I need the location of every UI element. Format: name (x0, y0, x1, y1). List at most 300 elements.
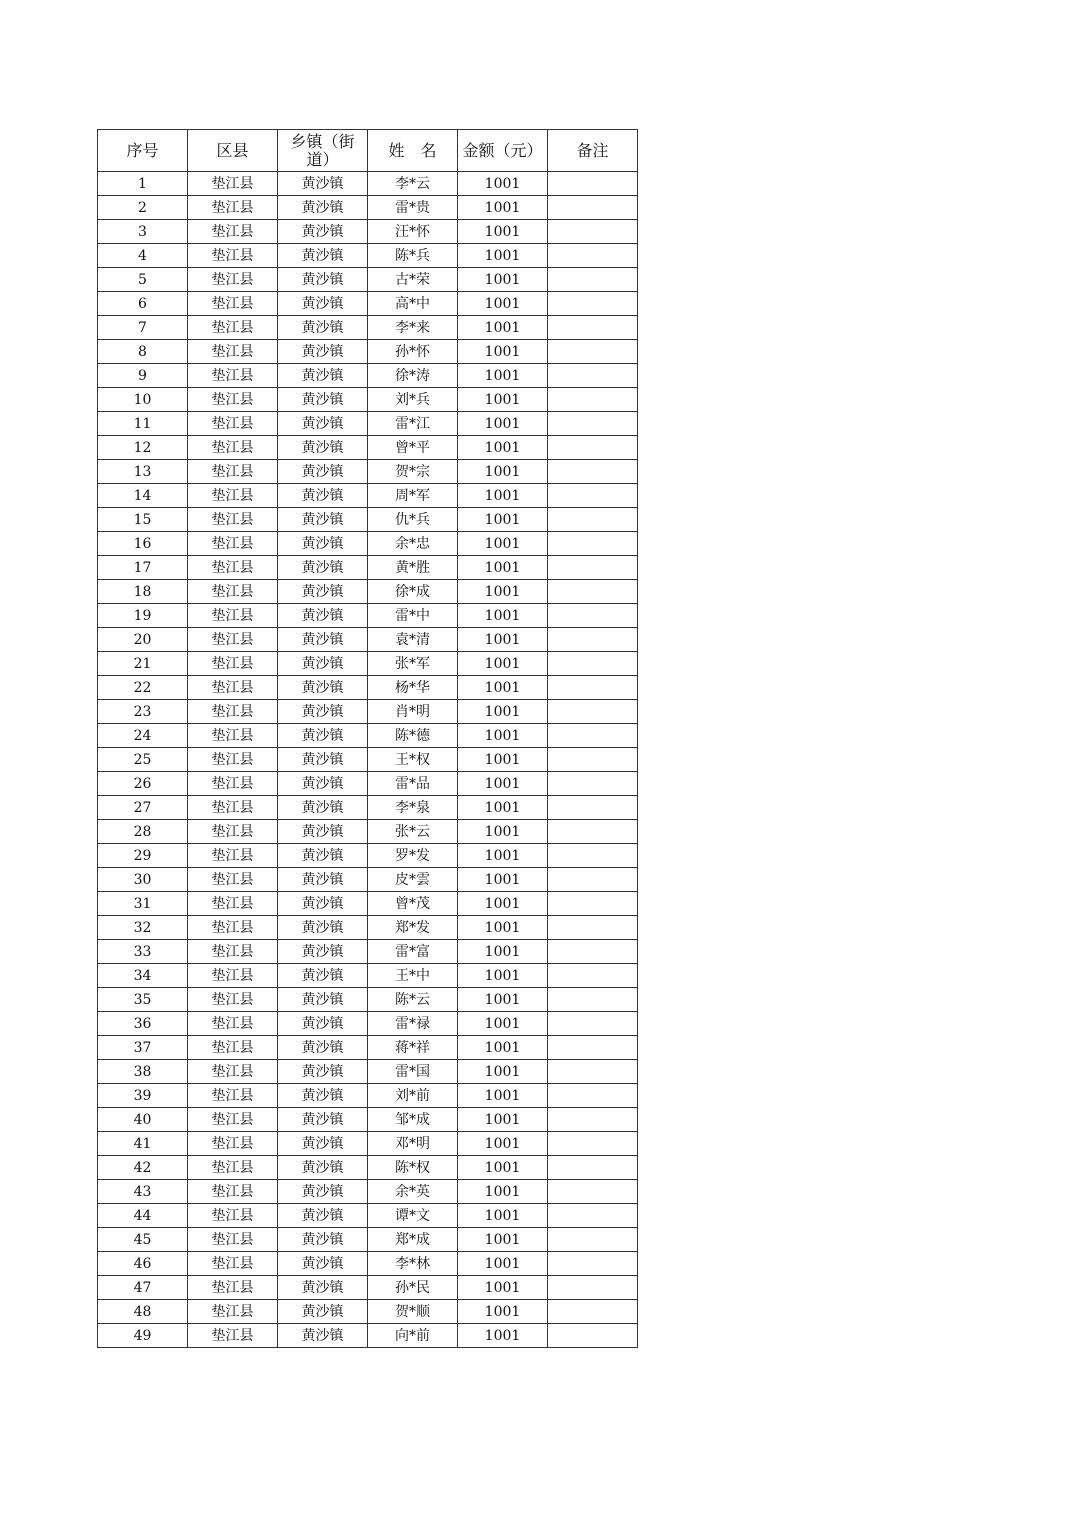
cell-serial-number: 31 (98, 892, 188, 916)
cell-remarks (548, 988, 638, 1012)
cell-township: 黄沙镇 (278, 964, 368, 988)
cell-township: 黄沙镇 (278, 268, 368, 292)
cell-county: 垫江县 (188, 724, 278, 748)
cell-remarks (548, 1060, 638, 1084)
cell-name: 谭*文 (368, 1204, 458, 1228)
cell-serial-number: 42 (98, 1156, 188, 1180)
table-row (98, 844, 638, 868)
cell-amount: 1001 (458, 676, 548, 700)
cell-county: 垫江县 (188, 244, 278, 268)
table-row (98, 292, 638, 316)
cell-county: 垫江县 (188, 868, 278, 892)
cell-remarks (548, 1036, 638, 1060)
cell-remarks (548, 340, 638, 364)
cell-name: 肖*明 (368, 700, 458, 724)
cell-township: 黄沙镇 (278, 436, 368, 460)
cell-county: 垫江县 (188, 436, 278, 460)
cell-name: 皮*雲 (368, 868, 458, 892)
cell-county: 垫江县 (188, 628, 278, 652)
cell-county: 垫江县 (188, 1180, 278, 1204)
cell-township: 黄沙镇 (278, 556, 368, 580)
cell-name: 余*忠 (368, 532, 458, 556)
cell-name: 曾*平 (368, 436, 458, 460)
cell-township: 黄沙镇 (278, 772, 368, 796)
table-row (98, 796, 638, 820)
cell-amount: 1001 (458, 292, 548, 316)
cell-amount: 1001 (458, 868, 548, 892)
table-row (98, 412, 638, 436)
cell-township: 黄沙镇 (278, 1180, 368, 1204)
cell-remarks (548, 1228, 638, 1252)
cell-name: 李*泉 (368, 796, 458, 820)
cell-remarks (548, 1300, 638, 1324)
cell-serial-number: 18 (98, 580, 188, 604)
table-row (98, 1036, 638, 1060)
cell-county: 垫江县 (188, 700, 278, 724)
cell-township: 黄沙镇 (278, 508, 368, 532)
cell-county: 垫江县 (188, 1012, 278, 1036)
cell-amount: 1001 (458, 1324, 548, 1348)
cell-name: 袁*清 (368, 628, 458, 652)
cell-remarks (548, 652, 638, 676)
cell-name: 李*林 (368, 1252, 458, 1276)
cell-name: 刘*兵 (368, 388, 458, 412)
cell-remarks (548, 1132, 638, 1156)
cell-name: 雷*江 (368, 412, 458, 436)
cell-remarks (548, 1084, 638, 1108)
cell-serial-number: 19 (98, 604, 188, 628)
cell-township: 黄沙镇 (278, 340, 368, 364)
cell-remarks (548, 364, 638, 388)
cell-remarks (548, 796, 638, 820)
cell-serial-number: 6 (98, 292, 188, 316)
recipient-table (97, 129, 638, 1348)
cell-county: 垫江县 (188, 844, 278, 868)
cell-serial-number: 15 (98, 508, 188, 532)
cell-serial-number: 23 (98, 700, 188, 724)
table-row (98, 748, 638, 772)
cell-county: 垫江县 (188, 1276, 278, 1300)
cell-name: 雷*中 (368, 604, 458, 628)
table-row (98, 172, 638, 196)
cell-name: 王*权 (368, 748, 458, 772)
cell-county: 垫江县 (188, 916, 278, 940)
cell-township: 黄沙镇 (278, 244, 368, 268)
cell-township: 黄沙镇 (278, 1300, 368, 1324)
cell-name: 张*军 (368, 652, 458, 676)
cell-serial-number: 33 (98, 940, 188, 964)
cell-remarks (548, 1108, 638, 1132)
cell-serial-number: 21 (98, 652, 188, 676)
cell-county: 垫江县 (188, 412, 278, 436)
cell-remarks (548, 412, 638, 436)
cell-county: 垫江县 (188, 508, 278, 532)
cell-name: 郑*发 (368, 916, 458, 940)
cell-amount: 1001 (458, 1300, 548, 1324)
cell-township: 黄沙镇 (278, 220, 368, 244)
cell-amount: 1001 (458, 820, 548, 844)
cell-county: 垫江县 (188, 268, 278, 292)
cell-amount: 1001 (458, 1276, 548, 1300)
cell-name: 李*来 (368, 316, 458, 340)
table-row (98, 244, 638, 268)
cell-remarks (548, 820, 638, 844)
cell-remarks (548, 244, 638, 268)
cell-remarks (548, 772, 638, 796)
cell-township: 黄沙镇 (278, 1036, 368, 1060)
cell-township: 黄沙镇 (278, 292, 368, 316)
cell-remarks (548, 316, 638, 340)
cell-county: 垫江县 (188, 964, 278, 988)
table-body (98, 172, 638, 1348)
cell-serial-number: 13 (98, 460, 188, 484)
header-row (98, 130, 638, 172)
cell-amount: 1001 (458, 844, 548, 868)
cell-amount: 1001 (458, 1084, 548, 1108)
cell-remarks (548, 724, 638, 748)
cell-township: 黄沙镇 (278, 820, 368, 844)
table-row (98, 604, 638, 628)
cell-amount: 1001 (458, 1108, 548, 1132)
cell-amount: 1001 (458, 268, 548, 292)
table-row (98, 1012, 638, 1036)
cell-remarks (548, 220, 638, 244)
cell-county: 垫江县 (188, 748, 278, 772)
cell-township: 黄沙镇 (278, 748, 368, 772)
cell-township: 黄沙镇 (278, 1132, 368, 1156)
cell-serial-number: 28 (98, 820, 188, 844)
cell-county: 垫江县 (188, 676, 278, 700)
table-row (98, 724, 638, 748)
cell-amount: 1001 (458, 1012, 548, 1036)
cell-name: 王*中 (368, 964, 458, 988)
cell-township: 黄沙镇 (278, 892, 368, 916)
cell-name: 雷*禄 (368, 1012, 458, 1036)
cell-serial-number: 45 (98, 1228, 188, 1252)
cell-township: 黄沙镇 (278, 1204, 368, 1228)
cell-serial-number: 9 (98, 364, 188, 388)
cell-amount: 1001 (458, 580, 548, 604)
header-amount: 金额（元） (458, 130, 548, 172)
cell-county: 垫江县 (188, 292, 278, 316)
cell-serial-number: 5 (98, 268, 188, 292)
cell-serial-number: 38 (98, 1060, 188, 1084)
cell-county: 垫江县 (188, 460, 278, 484)
cell-serial-number: 26 (98, 772, 188, 796)
cell-county: 垫江县 (188, 1228, 278, 1252)
cell-county: 垫江县 (188, 388, 278, 412)
cell-county: 垫江县 (188, 940, 278, 964)
cell-name: 曾*茂 (368, 892, 458, 916)
cell-remarks (548, 940, 638, 964)
table-row (98, 652, 638, 676)
cell-serial-number: 49 (98, 1324, 188, 1348)
cell-amount: 1001 (458, 364, 548, 388)
cell-amount: 1001 (458, 964, 548, 988)
cell-remarks (548, 580, 638, 604)
cell-county: 垫江县 (188, 1108, 278, 1132)
cell-serial-number: 14 (98, 484, 188, 508)
cell-name: 陈*德 (368, 724, 458, 748)
cell-serial-number: 1 (98, 172, 188, 196)
cell-name: 罗*发 (368, 844, 458, 868)
cell-amount: 1001 (458, 724, 548, 748)
cell-serial-number: 47 (98, 1276, 188, 1300)
cell-name: 高*中 (368, 292, 458, 316)
table-row (98, 628, 638, 652)
table-row (98, 556, 638, 580)
cell-county: 垫江县 (188, 1324, 278, 1348)
table-row (98, 436, 638, 460)
cell-remarks (548, 1204, 638, 1228)
cell-remarks (548, 868, 638, 892)
cell-amount: 1001 (458, 1204, 548, 1228)
cell-remarks (548, 484, 638, 508)
cell-county: 垫江县 (188, 580, 278, 604)
cell-amount: 1001 (458, 604, 548, 628)
cell-amount: 1001 (458, 556, 548, 580)
cell-amount: 1001 (458, 532, 548, 556)
cell-county: 垫江县 (188, 988, 278, 1012)
cell-remarks (548, 172, 638, 196)
cell-name: 雷*国 (368, 1060, 458, 1084)
cell-name: 雷*贵 (368, 196, 458, 220)
cell-county: 垫江县 (188, 652, 278, 676)
table-row (98, 1084, 638, 1108)
table-row (98, 220, 638, 244)
cell-amount: 1001 (458, 436, 548, 460)
cell-township: 黄沙镇 (278, 1228, 368, 1252)
cell-serial-number: 8 (98, 340, 188, 364)
cell-name: 陈*云 (368, 988, 458, 1012)
cell-amount: 1001 (458, 340, 548, 364)
cell-serial-number: 10 (98, 388, 188, 412)
table-row (98, 196, 638, 220)
cell-name: 仇*兵 (368, 508, 458, 532)
cell-remarks (548, 436, 638, 460)
cell-township: 黄沙镇 (278, 676, 368, 700)
cell-township: 黄沙镇 (278, 196, 368, 220)
cell-county: 垫江县 (188, 820, 278, 844)
cell-serial-number: 44 (98, 1204, 188, 1228)
cell-amount: 1001 (458, 1060, 548, 1084)
cell-name: 徐*成 (368, 580, 458, 604)
cell-amount: 1001 (458, 748, 548, 772)
cell-county: 垫江县 (188, 316, 278, 340)
table-row (98, 964, 638, 988)
cell-serial-number: 35 (98, 988, 188, 1012)
cell-county: 垫江县 (188, 1036, 278, 1060)
cell-amount: 1001 (458, 700, 548, 724)
cell-township: 黄沙镇 (278, 796, 368, 820)
cell-county: 垫江县 (188, 1156, 278, 1180)
cell-name: 向*前 (368, 1324, 458, 1348)
table-row (98, 340, 638, 364)
cell-township: 黄沙镇 (278, 1060, 368, 1084)
cell-township: 黄沙镇 (278, 412, 368, 436)
cell-remarks (548, 1180, 638, 1204)
table-row (98, 1276, 638, 1300)
cell-county: 垫江县 (188, 364, 278, 388)
cell-remarks (548, 196, 638, 220)
cell-county: 垫江县 (188, 1204, 278, 1228)
cell-county: 垫江县 (188, 1132, 278, 1156)
cell-township: 黄沙镇 (278, 1084, 368, 1108)
table-row (98, 1252, 638, 1276)
cell-county: 垫江县 (188, 532, 278, 556)
cell-serial-number: 34 (98, 964, 188, 988)
cell-name: 孙*怀 (368, 340, 458, 364)
cell-name: 邹*成 (368, 1108, 458, 1132)
table-row (98, 1156, 638, 1180)
cell-county: 垫江县 (188, 1300, 278, 1324)
cell-serial-number: 39 (98, 1084, 188, 1108)
cell-township: 黄沙镇 (278, 940, 368, 964)
cell-name: 郑*成 (368, 1228, 458, 1252)
cell-amount: 1001 (458, 1252, 548, 1276)
cell-name: 陈*权 (368, 1156, 458, 1180)
cell-amount: 1001 (458, 1156, 548, 1180)
cell-township: 黄沙镇 (278, 1276, 368, 1300)
cell-name: 周*军 (368, 484, 458, 508)
table-row (98, 916, 638, 940)
header-county: 区县 (188, 130, 278, 172)
table-row (98, 1324, 638, 1348)
cell-name: 贺*顺 (368, 1300, 458, 1324)
cell-remarks (548, 844, 638, 868)
cell-name: 汪*怀 (368, 220, 458, 244)
cell-serial-number: 40 (98, 1108, 188, 1132)
cell-township: 黄沙镇 (278, 172, 368, 196)
cell-amount: 1001 (458, 1036, 548, 1060)
cell-name: 杨*华 (368, 676, 458, 700)
cell-remarks (548, 556, 638, 580)
cell-remarks (548, 892, 638, 916)
cell-remarks (548, 388, 638, 412)
cell-serial-number: 12 (98, 436, 188, 460)
cell-serial-number: 24 (98, 724, 188, 748)
cell-name: 陈*兵 (368, 244, 458, 268)
cell-township: 黄沙镇 (278, 916, 368, 940)
table-row (98, 1180, 638, 1204)
cell-serial-number: 41 (98, 1132, 188, 1156)
cell-township: 黄沙镇 (278, 724, 368, 748)
cell-remarks (548, 292, 638, 316)
cell-amount: 1001 (458, 196, 548, 220)
cell-name: 古*荣 (368, 268, 458, 292)
table-row (98, 484, 638, 508)
cell-amount: 1001 (458, 1132, 548, 1156)
cell-township: 黄沙镇 (278, 1108, 368, 1132)
cell-amount: 1001 (458, 508, 548, 532)
header-remarks: 备注 (548, 130, 638, 172)
header-serial-number: 序号 (98, 130, 188, 172)
cell-township: 黄沙镇 (278, 628, 368, 652)
cell-name: 雷*品 (368, 772, 458, 796)
cell-amount: 1001 (458, 244, 548, 268)
cell-township: 黄沙镇 (278, 364, 368, 388)
cell-name: 张*云 (368, 820, 458, 844)
cell-remarks (548, 916, 638, 940)
cell-township: 黄沙镇 (278, 1324, 368, 1348)
cell-county: 垫江县 (188, 556, 278, 580)
table-row (98, 1228, 638, 1252)
cell-name: 孙*民 (368, 1276, 458, 1300)
cell-amount: 1001 (458, 1228, 548, 1252)
table-row (98, 700, 638, 724)
cell-remarks (548, 628, 638, 652)
cell-amount: 1001 (458, 916, 548, 940)
table-row (98, 940, 638, 964)
cell-serial-number: 4 (98, 244, 188, 268)
cell-county: 垫江县 (188, 796, 278, 820)
cell-township: 黄沙镇 (278, 316, 368, 340)
cell-township: 黄沙镇 (278, 460, 368, 484)
cell-township: 黄沙镇 (278, 484, 368, 508)
cell-serial-number: 37 (98, 1036, 188, 1060)
cell-remarks (548, 1324, 638, 1348)
cell-remarks (548, 604, 638, 628)
cell-remarks (548, 1156, 638, 1180)
cell-serial-number: 17 (98, 556, 188, 580)
cell-serial-number: 20 (98, 628, 188, 652)
cell-name: 余*英 (368, 1180, 458, 1204)
cell-township: 黄沙镇 (278, 1012, 368, 1036)
cell-remarks (548, 748, 638, 772)
cell-amount: 1001 (458, 388, 548, 412)
cell-name: 蒋*祥 (368, 1036, 458, 1060)
cell-township: 黄沙镇 (278, 1156, 368, 1180)
cell-serial-number: 48 (98, 1300, 188, 1324)
cell-township: 黄沙镇 (278, 868, 368, 892)
cell-township: 黄沙镇 (278, 988, 368, 1012)
cell-remarks (548, 268, 638, 292)
cell-remarks (548, 1276, 638, 1300)
cell-remarks (548, 460, 638, 484)
cell-amount: 1001 (458, 412, 548, 436)
cell-name: 黄*胜 (368, 556, 458, 580)
table-row (98, 1108, 638, 1132)
cell-amount: 1001 (458, 772, 548, 796)
table-row (98, 988, 638, 1012)
cell-county: 垫江县 (188, 1060, 278, 1084)
cell-amount: 1001 (458, 172, 548, 196)
table-row (98, 364, 638, 388)
table-row (98, 460, 638, 484)
cell-county: 垫江县 (188, 172, 278, 196)
cell-amount: 1001 (458, 940, 548, 964)
cell-county: 垫江县 (188, 484, 278, 508)
cell-amount: 1001 (458, 484, 548, 508)
cell-township: 黄沙镇 (278, 652, 368, 676)
cell-county: 垫江县 (188, 892, 278, 916)
cell-remarks (548, 532, 638, 556)
table-row (98, 1060, 638, 1084)
cell-serial-number: 22 (98, 676, 188, 700)
header-township: 乡镇（街道） (278, 130, 368, 172)
cell-serial-number: 36 (98, 1012, 188, 1036)
cell-county: 垫江县 (188, 1084, 278, 1108)
table-row (98, 316, 638, 340)
cell-amount: 1001 (458, 796, 548, 820)
cell-remarks (548, 1252, 638, 1276)
cell-serial-number: 25 (98, 748, 188, 772)
cell-serial-number: 16 (98, 532, 188, 556)
cell-township: 黄沙镇 (278, 844, 368, 868)
table-row (98, 580, 638, 604)
cell-amount: 1001 (458, 220, 548, 244)
cell-county: 垫江县 (188, 220, 278, 244)
